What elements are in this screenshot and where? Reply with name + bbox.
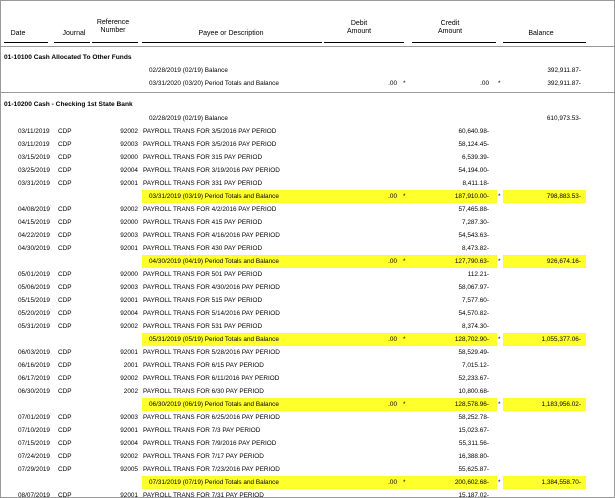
account-section-title (1, 98, 615, 111)
credit-mark: * (498, 479, 501, 486)
col-credit-amount: Amount (437, 28, 463, 35)
debit-cell: .00 (388, 401, 397, 408)
ledger-row (1, 346, 615, 359)
ledger-row (1, 164, 615, 177)
col-debit: Debit (350, 20, 368, 27)
ledger-row (1, 177, 615, 190)
credit-cell: 58,067.97- (458, 284, 489, 291)
journal-cell: CDP (58, 219, 72, 226)
date-cell: 04/30/2019 (18, 245, 50, 252)
date-cell: 03/25/2019 (18, 167, 50, 174)
description-cell: PAYROLL TRANS FOR 6/15 PAY PERIOD (143, 362, 264, 369)
opening-balance-row (1, 112, 615, 125)
date-cell: 07/24/2019 (18, 453, 50, 460)
date-cell: 05/15/2019 (18, 297, 50, 304)
reference-cell: 92001 (120, 245, 138, 252)
col-payee: Payee or Description (198, 30, 264, 37)
debit-mark: * (403, 336, 406, 343)
description-cell: PAYROLL TRANS FOR 515 PAY PERIOD (143, 297, 263, 304)
col-reference: Reference (96, 19, 130, 26)
date-cell: 07/01/2019 (18, 414, 50, 421)
col-number: Number (100, 27, 126, 34)
journal-cell: CDP (58, 154, 72, 161)
credit-cell: 200,602.68- (454, 479, 489, 486)
ledger-row (1, 268, 615, 281)
journal-cell: CDP (58, 440, 72, 447)
date-cell: 05/06/2019 (18, 284, 50, 291)
date-cell: 07/29/2019 (18, 466, 50, 473)
account-title: 01-10100 Cash Allocated To Other Funds (4, 54, 132, 61)
ledger-row (1, 229, 615, 242)
header-rule (92, 42, 138, 43)
description-cell: PAYROLL TRANS FOR 7/23/2016 PAY PERIOD (143, 466, 280, 473)
journal-cell: CDP (58, 180, 72, 187)
ledger-row (1, 151, 615, 164)
debit-mark: * (403, 479, 406, 486)
date-cell: 08/07/2019 (18, 492, 50, 498)
balance-cell: 1,183,956.02- (541, 401, 581, 408)
credit-cell: 55,311.56- (458, 440, 489, 447)
reference-cell: 92002 (120, 128, 138, 135)
description-cell: PAYROLL TRANS FOR 6/30 PAY PERIOD (143, 388, 264, 395)
description-cell: PAYROLL TRANS FOR 5/28/2016 PAY PERIOD (143, 349, 280, 356)
reference-cell: 2002 (123, 388, 138, 395)
date-cell: 04/22/2019 (18, 232, 50, 239)
debit-cell: .00 (388, 193, 397, 200)
description-cell: PAYROLL TRANS FOR 4/2/2016 PAY PERIOD (143, 206, 277, 213)
journal-cell: CDP (58, 362, 72, 369)
description-cell: PAYROLL TRANS FOR 315 PAY PERIOD (143, 154, 263, 161)
description-cell: 03/31/2020 (03/20) Period Totals and Balance (149, 80, 279, 87)
debit-cell: .00 (388, 258, 397, 265)
credit-cell: 112.21- (467, 271, 489, 278)
credit-cell: 128,702.90- (454, 336, 489, 343)
credit-cell: 60,640.98- (458, 128, 489, 135)
description-cell: PAYROLL TRANS FOR 7/9/2016 PAY PERIOD (143, 440, 277, 447)
debit-mark: * (403, 258, 406, 265)
date-cell: 03/11/2019 (18, 128, 50, 135)
credit-cell: 8,411.18- (462, 180, 489, 187)
ledger-row (1, 203, 615, 216)
credit-cell: 15,023.67- (458, 427, 489, 434)
reference-cell: 92004 (120, 440, 138, 447)
date-cell: 05/31/2019 (18, 323, 50, 330)
credit-cell: 55,625.87- (458, 466, 489, 473)
col-debit-amount: Amount (346, 28, 372, 35)
description-cell: PAYROLL TRANS FOR 7/3 PAY PERIOD (143, 427, 261, 434)
reference-cell: 92002 (120, 323, 138, 330)
ledger-row (1, 450, 615, 463)
journal-cell: CDP (58, 297, 72, 304)
reference-cell: 92003 (120, 284, 138, 291)
date-cell: 03/11/2019 (18, 141, 50, 148)
reference-cell: 92002 (120, 206, 138, 213)
description-cell: PAYROLL TRANS FOR 7/17 PAY PERIOD (143, 453, 264, 460)
header-rule (324, 42, 404, 43)
ledger-row (1, 281, 615, 294)
header-rule (4, 42, 48, 43)
journal-cell: CDP (58, 232, 72, 239)
date-cell: 06/16/2019 (18, 362, 50, 369)
debit-mark: * (403, 401, 406, 408)
ledger-row (1, 385, 615, 398)
ledger-row (1, 320, 615, 333)
balance-cell: 392,911.87- (547, 80, 581, 87)
credit-cell: 8,473.82- (461, 245, 489, 252)
credit-cell: 7,577.60- (461, 297, 489, 304)
reference-cell: 92001 (120, 297, 138, 304)
credit-cell: 6,539.39- (461, 154, 489, 161)
ledger-row (1, 216, 615, 229)
balance-cell: 798,883.53- (546, 193, 581, 200)
reference-cell: 92003 (120, 232, 138, 239)
description-cell: 04/30/2019 (04/19) Period Totals and Balance (149, 258, 279, 265)
ledger-row (1, 463, 615, 476)
debit-cell: .00 (388, 479, 397, 486)
reference-cell: 92004 (120, 167, 138, 174)
reference-cell: 92001 (120, 349, 138, 356)
description-cell: PAYROLL TRANS FOR 4/16/2016 PAY PERIOD (143, 232, 280, 239)
period-total-row (1, 255, 615, 268)
description-cell: PAYROLL TRANS FOR 430 PAY PERIOD (143, 245, 263, 252)
credit-cell: 16,388.80- (458, 453, 489, 460)
reference-cell: 92003 (120, 141, 138, 148)
ledger-row (1, 424, 615, 437)
header-rule (54, 42, 90, 43)
date-cell: 03/15/2019 (18, 154, 50, 161)
period-total-row (1, 77, 615, 90)
debit-cell: .00 (388, 336, 397, 343)
ledger-row (1, 437, 615, 450)
period-total-row (1, 333, 615, 346)
date-cell: 03/31/2019 (18, 180, 50, 187)
credit-cell: 58,529.49- (458, 349, 489, 356)
journal-cell: CDP (58, 206, 72, 213)
period-total-row (1, 398, 615, 411)
opening-balance-row (1, 64, 615, 77)
ledger-row (1, 294, 615, 307)
balance-cell: 1,055,377.06- (541, 336, 581, 343)
description-cell: 05/31/2019 (05/19) Period Totals and Balance (149, 336, 279, 343)
date-cell: 07/15/2019 (18, 440, 50, 447)
date-cell: 07/10/2019 (18, 427, 50, 434)
reference-cell: 92001 (120, 180, 138, 187)
journal-cell: CDP (58, 466, 72, 473)
date-cell: 05/20/2019 (18, 310, 50, 317)
journal-cell: CDP (58, 349, 72, 356)
ledger-row (1, 359, 615, 372)
journal-cell: CDP (58, 128, 72, 135)
balance-cell: 1,384,558.70- (541, 479, 581, 486)
header-rule (142, 42, 322, 43)
journal-cell: CDP (58, 414, 72, 421)
col-balance: Balance (528, 30, 554, 37)
journal-cell: CDP (58, 310, 72, 317)
ledger-row (1, 411, 615, 424)
description-cell: PAYROLL TRANS FOR 415 PAY PERIOD (143, 219, 263, 226)
credit-cell: 54,570.82- (458, 310, 489, 317)
description-cell: PAYROLL TRANS FOR 501 PAY PERIOD (143, 271, 263, 278)
credit-cell: 52,233.67- (458, 375, 489, 382)
description-cell: PAYROLL TRANS FOR 6/11/2016 PAY PERIOD (143, 375, 280, 382)
journal-cell: CDP (58, 323, 72, 330)
description-cell: 03/31/2019 (03/19) Period Totals and Balance (149, 193, 279, 200)
period-total-row (1, 476, 615, 489)
reference-cell: 92001 (120, 427, 138, 434)
credit-mark: * (498, 401, 501, 408)
credit-cell: 58,252.78- (458, 414, 489, 421)
credit-cell: 8,374.30- (461, 323, 489, 330)
ledger-row (1, 489, 615, 498)
description-cell: PAYROLL TRANS FOR 3/5/2016 PAY PERIOD (143, 141, 277, 148)
description-cell: 02/28/2019 (02/19) Balance (149, 115, 228, 122)
journal-cell: CDP (58, 453, 72, 460)
reference-cell: 92002 (120, 375, 138, 382)
header-rule (412, 42, 496, 43)
col-credit: Credit (440, 20, 460, 27)
description-cell: PAYROLL TRANS FOR 531 PAY PERIOD (143, 323, 263, 330)
debit-mark: * (403, 80, 406, 87)
description-cell: PAYROLL TRANS FOR 3/5/2016 PAY PERIOD (143, 128, 277, 135)
ledger-row (1, 138, 615, 151)
journal-cell: CDP (58, 167, 72, 174)
description-cell: 07/31/2019 (07/19) Period Totals and Balance (149, 479, 279, 486)
reference-cell: 92001 (120, 492, 138, 498)
journal-cell: CDP (58, 245, 72, 252)
credit-cell: 57,465.88- (458, 206, 489, 213)
reference-cell: 2001 (123, 362, 138, 369)
reference-cell: 92002 (120, 453, 138, 460)
ledger-row (1, 372, 615, 385)
credit-cell: 7,015.12- (461, 362, 489, 369)
credit-cell: 58,124.45- (458, 141, 489, 148)
credit-mark: * (498, 258, 501, 265)
column-header (1, 1, 615, 45)
description-cell: PAYROLL TRANS FOR 4/30/2016 PAY PERIOD (143, 284, 280, 291)
date-cell: 06/30/2019 (18, 388, 50, 395)
credit-cell: 54,194.00- (458, 167, 489, 174)
reference-cell: 92000 (120, 154, 138, 161)
section-separator (1, 46, 615, 47)
credit-mark: * (498, 336, 501, 343)
date-cell: 05/01/2019 (18, 271, 50, 278)
credit-cell: 15,187.02- (458, 492, 489, 498)
description-cell: PAYROLL TRANS FOR 5/14/2016 PAY PERIOD (143, 310, 280, 317)
ledger-row (1, 242, 615, 255)
description-cell: 02/28/2019 (02/19) Balance (149, 67, 228, 74)
journal-cell: CDP (58, 271, 72, 278)
description-cell: 06/30/2019 (06/19) Period Totals and Balance (149, 401, 279, 408)
credit-cell: 7,287.30- (461, 219, 489, 226)
balance-cell: 392,911.87- (547, 67, 581, 74)
ledger-row (1, 125, 615, 138)
section-separator (1, 92, 615, 93)
balance-cell: 926,674.16- (546, 258, 581, 265)
credit-mark: * (498, 80, 501, 87)
credit-cell: 54,543.63- (458, 232, 489, 239)
credit-cell: 128,578.96- (454, 401, 489, 408)
journal-cell: CDP (58, 492, 72, 498)
reference-cell: 92000 (120, 219, 138, 226)
balance-cell: 610,973.53- (546, 115, 581, 122)
account-title: 01-10200 Cash - Checking 1st State Bank (4, 101, 133, 108)
date-cell: 06/17/2019 (18, 375, 50, 382)
date-cell: 04/08/2019 (18, 206, 50, 213)
credit-cell: .00 (480, 80, 489, 87)
journal-cell: CDP (58, 141, 72, 148)
reference-cell: 92005 (120, 466, 138, 473)
reference-cell: 92000 (120, 271, 138, 278)
header-rule (503, 42, 586, 43)
col-date: Date (10, 30, 26, 37)
description-cell: PAYROLL TRANS FOR 331 PAY PERIOD (143, 180, 263, 187)
reference-cell: 92004 (120, 310, 138, 317)
ledger-row (1, 307, 615, 320)
credit-cell: 187,910.00- (454, 193, 489, 200)
journal-cell: CDP (58, 375, 72, 382)
description-cell: PAYROLL TRANS FOR 6/25/2016 PAY PERIOD (143, 414, 280, 421)
debit-mark: * (403, 193, 406, 200)
account-section-title (1, 51, 615, 64)
credit-mark: * (498, 193, 501, 200)
date-cell: 06/03/2019 (18, 349, 50, 356)
period-total-row (1, 190, 615, 203)
journal-cell: CDP (58, 427, 72, 434)
col-journal: Journal (62, 30, 86, 37)
reference-cell: 92003 (120, 414, 138, 421)
journal-cell: CDP (58, 284, 72, 291)
debit-cell: .00 (388, 80, 397, 87)
credit-cell: 127,790.63- (454, 258, 489, 265)
description-cell: PAYROLL TRANS FOR 3/19/2016 PAY PERIOD (143, 167, 280, 174)
journal-cell: CDP (58, 388, 72, 395)
credit-cell: 10,800.68- (458, 388, 489, 395)
description-cell: PAYROLL TRANS FOR 7/31 PAY PERIOD (143, 492, 264, 498)
date-cell: 04/15/2019 (18, 219, 50, 226)
